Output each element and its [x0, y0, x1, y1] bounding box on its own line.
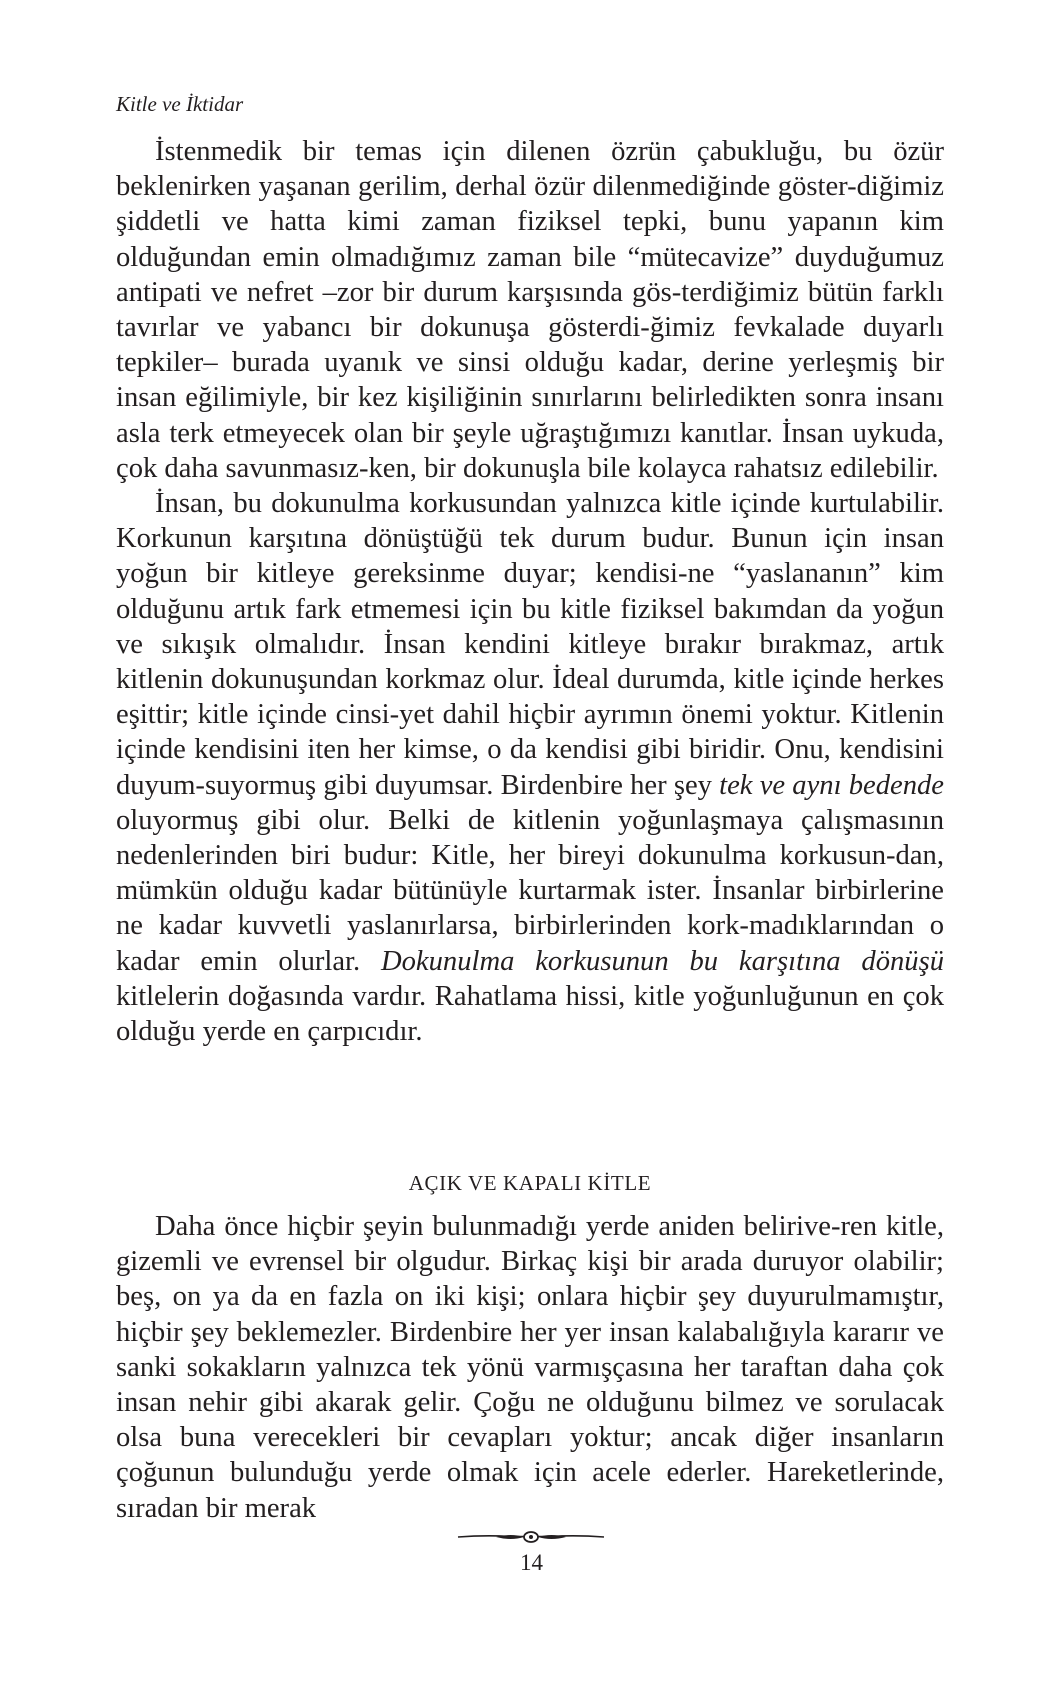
body-text-lower	[116, 1209, 944, 1526]
text-run: kitlelerin doğasında vardır. Rahatlama hissi, kitle yoğunluğunun en çok olduğu yerde en çarpıcıdır.	[116, 980, 944, 1048]
paragraph	[116, 486, 944, 1049]
section-heading: AÇIK VE KAPALI KİTLE	[408, 1171, 652, 1195]
text-run: Daha önce hiçbir şeyin bulunmadığı yerde aniden belirive-ren kitle, gizemli ve evrensel bir olgudur. Birkaç kişi bir arada duruyor olabilir; beş, on ya da en fazla on iki kişi; onlara hiçbir şey duyurulmamıştır, hiçbir şey beklemezler. Birdenbire her yer insan kalabalığıyla kararır ve sanki sokakların yalnızca tek yönü varmışçasına her taraftan daha çok insan nehir gibi akarak gelir. Çoğu ne olduğunu bilmez ve sorulacak olsa buna verecekleri bir cevapları yoktur; ancak diğer insanların çoğunun bulunduğu yerde olmak için acele ederler. Hareketlerinde, sıradan bir merak	[116, 1211, 944, 1524]
running-head: Kitle ve İktidar	[116, 92, 244, 116]
text-run: oluyormuş gibi olur. Belki de kitlenin yoğunlaşmaya çalışmasının nedenlerinden biri budur: Kitle, her bireyi dokunulma korkusun-dan, mümkün olduğu kadar bütünüyle kurtarmak ister. İnsanlar birbirlerine ne kadar kuvvetli yaslanırlarsa, birbirlerinden kork-madıklarından o kadar emin olurlar.	[116, 804, 944, 977]
italic-emphasis: tek ve aynı bedende	[719, 769, 944, 801]
text-run: İnsan, bu dokunulma korkusundan yalnızca kitle içinde kurtulabilir. Korkunun karşıtına dönüştüğü tek durum budur. Bunun için insan yoğun bir kitleye gereksinme duyar; kendisi-ne “yaslananın” kim olduğunu artık fark etmemesi için bu kitle fiziksel bakımdan da yoğun ve sıkışık olmalıdır. İnsan kendini kitleye bırakır bırakmaz, artık kitlenin dokunuşundan korkmaz olur. İdeal durumda, kitle içinde herkes eşittir; kitle içinde cinsi-yet dahil hiçbir ayrımın önemi yoktur. Kitlenin içinde kendisini iten her kimse, o da kendisi gibi biridir. Onu, kendisini duyum-suyormuş gibi duyumsar. Birdenbire her şey	[116, 488, 944, 801]
text-run: İstenmedik bir temas için dilenen özrün çabukluğu, bu özür beklenirken yaşanan gerilim, derhal özür dilenmediğinde göster-diğimiz şiddetli ve hatta kimi zaman fiziksel tepki, bunu yapanın kim olduğundan emin olmadığımız zaman bile “mütecavize” duyduğumuz antipati ve nefret –zor bir durum karşısında gös-terdiğimiz bütün farklı tavırlar ve yabancı bir dokunuşa gösterdi-ğimiz fevkalade duyarlı tepkiler– burada uyanık ve sinsi olduğu kadar, derine yerleşmiş bir insan eğilimiyle, bir kez kişiliğinin sınırlarını belirledikten sonra insanı asla terk etmeyecek olan bir şeyle uğraştığımızı kanıtlar. İnsan uykuda, çok daha savunmasız-ken, bir dokunuşla bile kolayca rahatsız edilebilir.	[116, 136, 944, 484]
page-number: 14	[520, 1550, 543, 1575]
body-text-upper	[116, 134, 944, 1049]
paragraph	[116, 134, 944, 486]
scroll-flourish-ornament-icon	[456, 1530, 606, 1544]
italic-emphasis: Dokunulma korkusunun bu karşıtına dönüşü	[380, 945, 945, 977]
paragraph	[116, 1209, 944, 1526]
